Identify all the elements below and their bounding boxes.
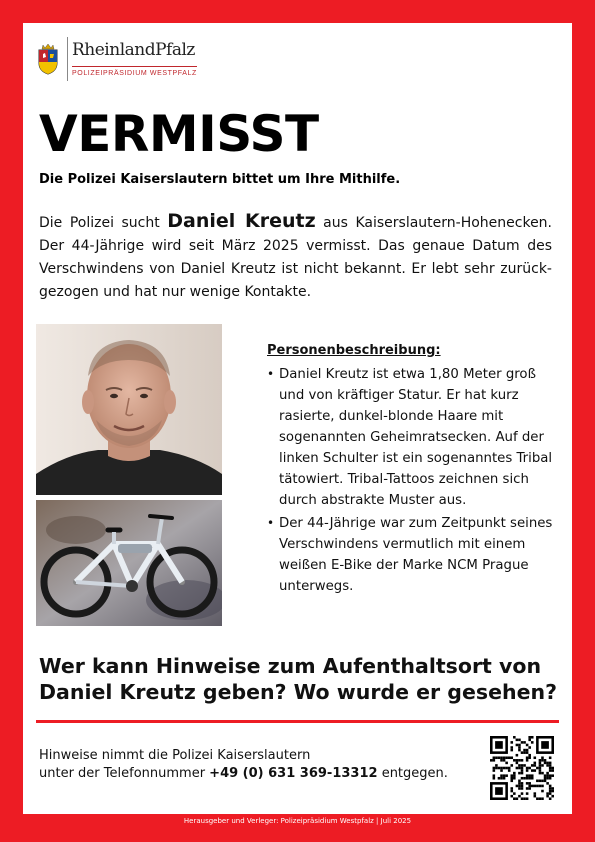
description-item: • Daniel Kreutz ist etwa 1,80 Meter groß und von kräftiger Statur. Er hat kurz rasierte, dunkel-blonde Haare mit sogenannten Geheimratsecken. Auf der linken Schulter ist ein sogenanntes Tribal tätowiert. Tribal-Tattoos zeichnen sich durch abstrakte Muster aus. — [267, 364, 557, 511]
contact-line-1: Hinweise nimmt die Polizei Kaiserslautern — [39, 748, 311, 763]
intro-before-name: Die Polizei sucht — [39, 215, 168, 231]
appeal-question: Wer kann Hinweise zum Aufenthaltsort von Daniel Kreutz geben? Wo wurde er gesehen? — [39, 654, 557, 704]
logo-text — [72, 37, 197, 77]
description-list — [267, 364, 557, 597]
missing-person-photo — [36, 324, 222, 495]
contact-info — [39, 747, 479, 783]
intro-paragraph — [39, 210, 552, 304]
logo-name: RheinlandPfalz — [72, 40, 195, 60]
person-description — [267, 343, 557, 599]
portrait-image — [36, 324, 222, 495]
logo-divider — [67, 37, 68, 81]
e-bike-photo — [36, 500, 222, 626]
intro-after-name: aus Kaiserslautern-Hohenecken. Der 44-Jährige wird seit März 2025 vermisst. Das genaue Datum des Verschwindens von Daniel Kreutz ist nicht bekannt. Er lebt sehr zurück-gezogen und hat nur wenige Kontakte. — [39, 215, 553, 300]
bike-image — [36, 500, 222, 626]
qr-code-icon[interactable] — [490, 736, 554, 800]
description-item: • Der 44-Jährige war zum Zeitpunkt seines Verschwindens vermutlich mit einem weißen E-Bike der Marke NCM Prague unterwegs. — [267, 513, 557, 597]
phone-number: +49 (0) 631 369-13312 — [209, 766, 378, 781]
poster-title: VERMISST — [39, 105, 319, 163]
description-heading: Personenbeschreibung: — [267, 343, 441, 358]
missing-person-name: Daniel Kreutz — [167, 210, 316, 232]
contact-line-2-after: entgegen. — [377, 766, 448, 781]
red-divider — [36, 720, 559, 723]
coat-of-arms-icon — [35, 41, 61, 75]
footer-imprint: Herausgeber und Verleger: Polizeipräsidium Westpfalz | Juli 2025 — [183, 817, 412, 825]
rlp-police-logo — [35, 37, 197, 81]
contact-line-2 — [39, 765, 479, 783]
contact-line-2-before: unter der Telefonnummer — [39, 766, 210, 781]
logo-subtitle: POLIZEIPRÄSIDIUM WESTPFALZ — [72, 66, 197, 77]
poster-page — [23, 23, 572, 814]
poster-subtitle: Die Polizei Kaiserslautern bittet um Ihre Mithilfe. — [39, 172, 401, 187]
